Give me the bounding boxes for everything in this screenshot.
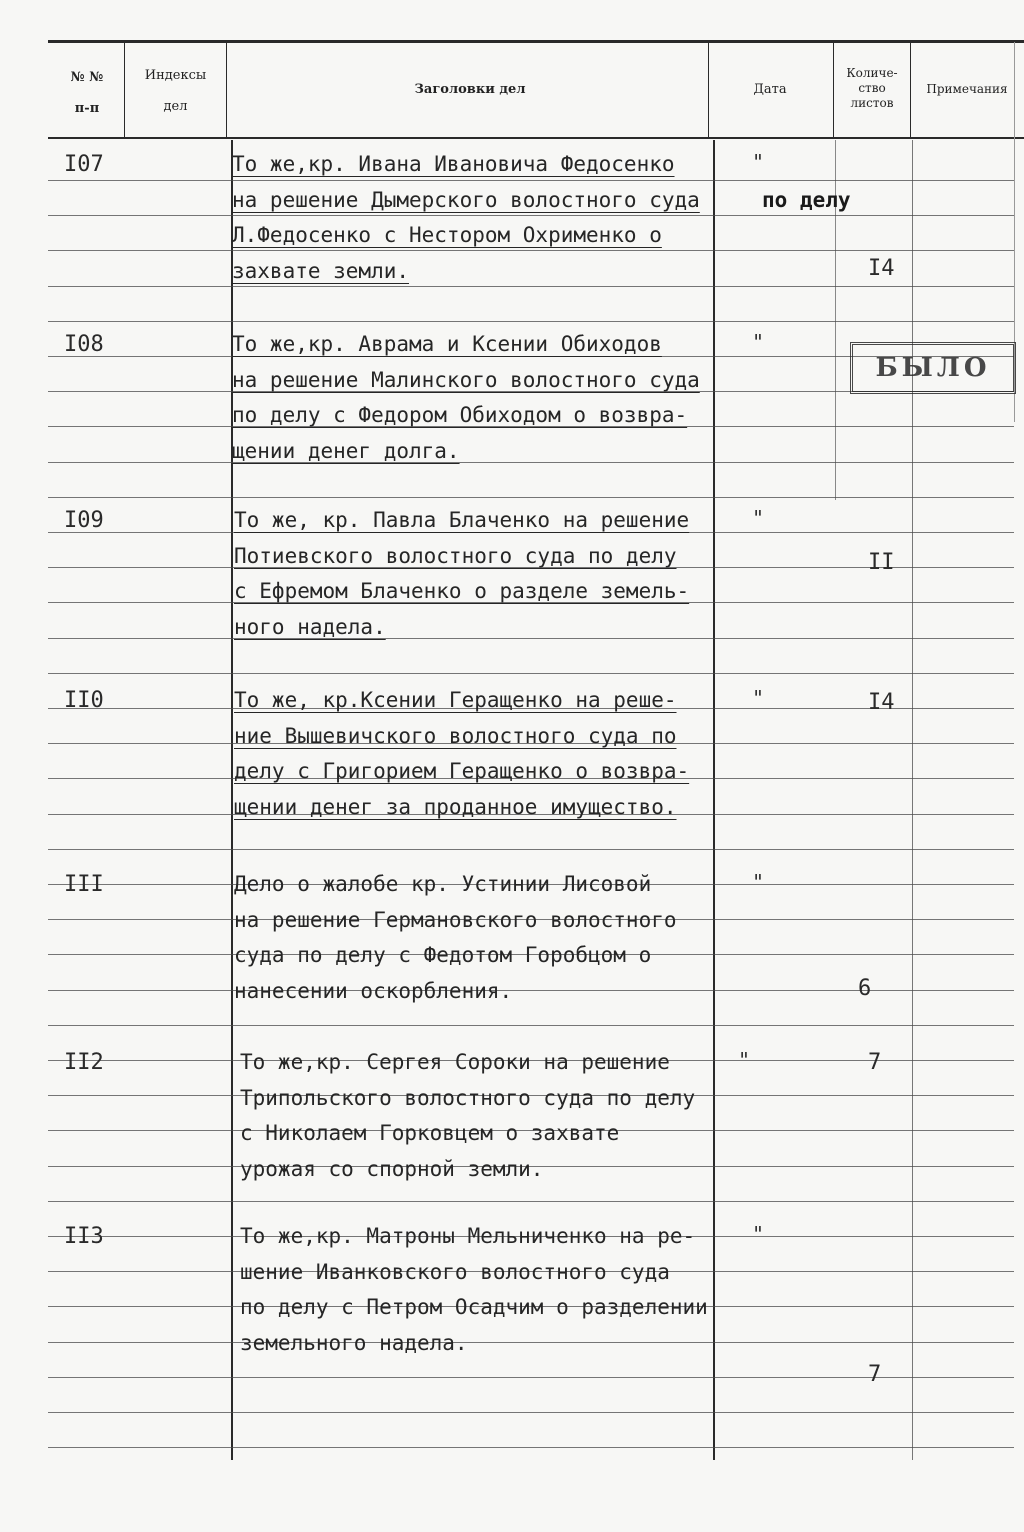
entry-date-ditto: " (752, 506, 765, 530)
entry-title-line: земельного надела. (240, 1330, 468, 1355)
entry-title-line: урожая со спорной земли. (240, 1156, 544, 1181)
entry-sheet-count: I4 (868, 690, 895, 715)
entry-title-line: суда по делу с Федотом Горобцом о (234, 943, 652, 967)
entry-sheet-count: II (868, 550, 895, 575)
entry-title-line: нанесении оскорбления. (234, 978, 513, 1003)
entry-title-line: Дело о жалобе кр. Устинии Лисовой (234, 872, 652, 896)
ledger-line (48, 321, 1014, 322)
entry-title-line: щении денег за проданное имущество. (234, 794, 677, 819)
header-notes: Примечания (926, 82, 1008, 96)
entry-title-line: То же,кр. Матроны Мельниченко на ре- (240, 1224, 696, 1248)
entry-title-line: Л.Федосенко с Нестором Охрименко о (232, 223, 662, 247)
ledger-line (48, 849, 1014, 850)
entry-date-ditto: " (752, 150, 765, 174)
entry-title-line: с Ефремом Блаченко о разделе земель- (234, 579, 690, 603)
entry-sheet-count: 6 (858, 976, 872, 1001)
notes-column-left-border (912, 140, 913, 1460)
entry-title-line: по делу с Петром Осадчим о разделении (240, 1295, 708, 1319)
entry-date-ditto: " (738, 1048, 751, 1072)
entry-date-ditto: " (752, 1222, 765, 1246)
entry-title-line: То же,кр. Аврама и Ксении Обиходов (232, 332, 662, 356)
entry-sheet-count: I4 (868, 256, 895, 281)
header-count: Количе- ство листов (846, 66, 898, 110)
entry-title-line: шение Иванковского волостного суда (240, 1259, 670, 1284)
entry-number: II0 (64, 688, 104, 713)
entry-handwritten-addition: по делу (762, 187, 851, 212)
ledger-line (48, 286, 1014, 287)
entry-number: II3 (64, 1224, 104, 1249)
ledger-line (48, 215, 1014, 216)
ledger-line (48, 462, 1014, 463)
entry-date-ditto: " (752, 686, 765, 710)
column-divider (226, 42, 227, 138)
entry-date-ditto: " (752, 870, 765, 894)
entry-number: I08 (64, 332, 104, 357)
entry-title-line: Трипольского волостного суда по делу (240, 1085, 696, 1110)
entry-title-line: То же, кр.Ксении Геращенко на реше- (234, 688, 677, 712)
entry-title-line: с Николаем Горковцем о захвате (240, 1121, 620, 1145)
entry-title-line: ного надела. (234, 614, 386, 639)
entry-title-line: на решение Германовского волостного (234, 907, 677, 932)
entry-title-line: Потиевского волостного суда по делу (234, 543, 677, 568)
header-title: Заголовки дел (414, 82, 526, 97)
entry-title-line: То же, кр. Павла Блаченко на решение (234, 508, 690, 532)
entry-number: I07 (64, 152, 104, 177)
header-number: № № п-п (70, 70, 104, 116)
entry-title-line: делу с Григорием Геращенко о возвра- (234, 759, 690, 783)
ledger-line (48, 180, 1014, 181)
ledger-line (48, 1447, 1014, 1448)
ledger-line (48, 1025, 1014, 1026)
entry-date-ditto: " (752, 330, 765, 354)
entry-sheet-count: 7 (868, 1050, 882, 1075)
ledger-line (48, 532, 1014, 533)
table-top-border (48, 40, 1024, 43)
ledger-line (48, 1342, 1014, 1343)
ledger-line (48, 250, 1014, 251)
entry-title-line: щении денег долга. (232, 438, 460, 463)
entry-title-line: ние Вышевичского волостного суда по (234, 723, 677, 748)
ledger-line (48, 1201, 1014, 1202)
entry-sheet-count: 7 (868, 1362, 882, 1387)
header-date: Дата (753, 82, 787, 97)
entry-number: I09 (64, 508, 104, 533)
column-divider (124, 42, 125, 138)
stamp: БЫЛО (850, 342, 1016, 394)
header-index: Индексы дел (144, 68, 207, 114)
entry-title-line: захвате земли. (232, 258, 410, 283)
header-bottom-border (48, 137, 1024, 139)
entry-title-line: по делу с Федором Обиходом о возвра- (232, 403, 688, 427)
entry-number: II2 (64, 1050, 104, 1075)
entry-title-line: на решение Дымерского волостного суда (232, 187, 700, 212)
title-column-right-border (713, 140, 715, 1460)
entry-number: III (64, 872, 104, 897)
entry-title-line: То же,кр. Ивана Ивановича Федосенко (232, 152, 675, 176)
ledger-line (48, 638, 1014, 639)
ledger-line (48, 1412, 1014, 1413)
entry-title-line: То же,кр. Сергея Сороки на решение (240, 1050, 670, 1074)
ledger-line (48, 497, 1014, 498)
ledger-line (48, 673, 1014, 674)
entry-title-line: на решение Малинского волостного суда (232, 367, 700, 392)
